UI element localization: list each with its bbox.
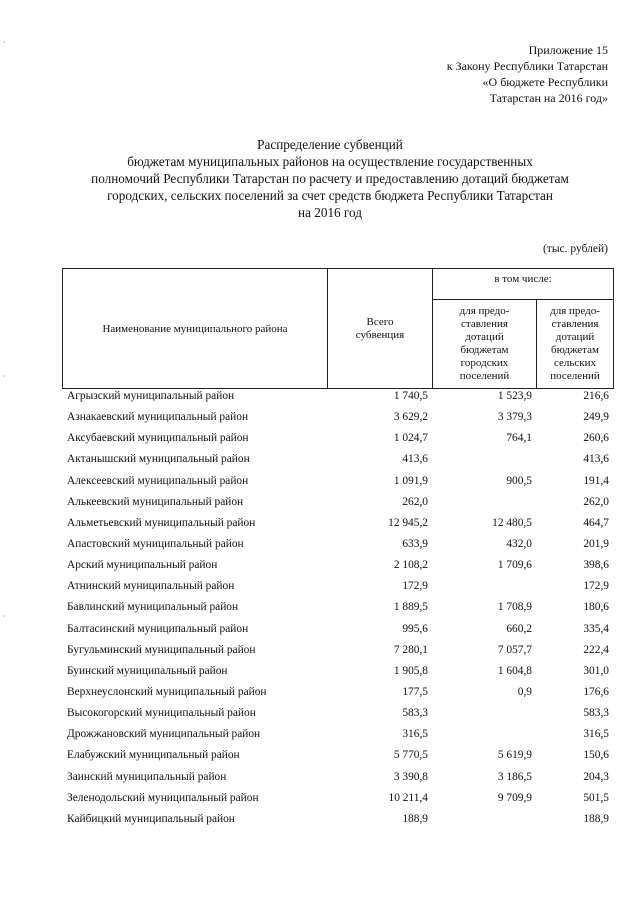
- rural-subsidy: 583,3: [583, 707, 609, 720]
- appendix-line-1: Приложение 15: [528, 43, 608, 57]
- rural-subsidy: 249,9: [583, 411, 609, 424]
- district-name: Актанышский муниципальный район: [67, 453, 250, 466]
- total-subvention: 413,6: [402, 453, 428, 466]
- district-name: Арский муниципальный район: [67, 559, 218, 572]
- table-row: [62, 661, 613, 682]
- table-row: [62, 745, 613, 766]
- urban-subsidy: 1 604,8: [497, 664, 532, 677]
- district-name: Алькеевский муниципальный район: [67, 495, 244, 508]
- table-row: [62, 407, 613, 428]
- header-including: в том числе:: [433, 269, 614, 300]
- table-row: [62, 767, 613, 788]
- total-subvention: 1 889,5: [393, 601, 428, 614]
- total-subvention: 1 740,5: [393, 390, 428, 402]
- rural-subsidy: 262,0: [583, 495, 609, 508]
- title-line-2: бюджетам муниципальных районов на осуществление государственных: [127, 154, 533, 169]
- district-name: Верхнеуслонский муниципальный район: [67, 685, 267, 698]
- district-name: Апастовский муниципальный район: [67, 537, 244, 550]
- district-name: Атнинский муниципальный район: [67, 580, 235, 593]
- header-total: [328, 269, 433, 389]
- rural-subsidy: 191,4: [583, 474, 609, 487]
- rural-subsidy: 216,6: [583, 390, 609, 402]
- district-name: Дрожжановский муниципальный район: [67, 728, 261, 741]
- table-row: [62, 788, 613, 809]
- urban-subsidy: 9 709,9: [497, 791, 532, 804]
- total-subvention: 7 280,1: [393, 643, 428, 656]
- district-name: Кайбицкий муниципальный район: [67, 812, 235, 825]
- district-name: Аксубаевский муниципальный район: [67, 432, 249, 445]
- total-subvention: 3 629,2: [393, 411, 428, 424]
- rural-subsidy: 501,5: [583, 791, 609, 804]
- table-row: [62, 809, 613, 830]
- district-name: Заинский муниципальный район: [67, 770, 227, 783]
- rural-subsidy: 335,4: [583, 622, 609, 635]
- table-row: [62, 471, 613, 492]
- table-row: [62, 682, 613, 703]
- rural-subsidy: 172,9: [583, 580, 609, 593]
- urban-subsidy: 3 379,3: [497, 411, 532, 424]
- urban-subsidy: 5 619,9: [497, 749, 532, 762]
- appendix-line-3: «О бюджете Республики: [482, 75, 608, 89]
- rural-subsidy: 176,6: [583, 685, 609, 698]
- district-name: Высокогорский муниципальный район: [67, 707, 256, 720]
- total-subvention: 3 390,8: [393, 770, 428, 783]
- urban-subsidy: 12 480,5: [492, 516, 532, 529]
- table-header: [62, 268, 614, 389]
- rural-subsidy: 204,3: [583, 770, 609, 783]
- district-name: Елабужский муниципальный район: [67, 749, 240, 762]
- units-label: (тыс. рублей): [542, 243, 608, 255]
- table-row: [62, 724, 613, 745]
- rural-subsidy: 150,6: [583, 749, 609, 762]
- table-row: [62, 703, 613, 724]
- total-subvention: 995,6: [402, 622, 428, 635]
- header-name: Наименование муниципального района: [63, 269, 328, 389]
- title-line-3: полномочий Республики Татарстан по расчету и предоставлению дотаций бюджетам: [91, 171, 569, 186]
- total-subvention: 316,5: [402, 728, 428, 741]
- table-row: [62, 534, 613, 555]
- district-name: Буинский муниципальный район: [67, 664, 228, 677]
- rural-subsidy: 222,4: [583, 643, 609, 656]
- district-name: Альметьевский муниципальный район: [67, 516, 256, 529]
- table-row: [62, 640, 613, 661]
- rural-subsidy: 188,9: [583, 812, 609, 825]
- district-name: Бавлинский муниципальный район: [67, 601, 239, 614]
- urban-subsidy: 1 523,9: [497, 390, 532, 402]
- urban-subsidy: 660,2: [506, 622, 532, 635]
- total-subvention: 10 211,4: [388, 791, 428, 804]
- table-body: [62, 386, 613, 830]
- total-subvention: 5 770,5: [393, 749, 428, 762]
- total-subvention: 188,9: [402, 812, 428, 825]
- urban-subsidy: 1 708,9: [497, 601, 532, 614]
- rural-subsidy: 316,5: [583, 728, 609, 741]
- table-row: [62, 619, 613, 640]
- header-urban-text: для предо-ставления дотаций бюджетам городских поселений: [459, 305, 510, 382]
- district-name: Алексеевский муниципальный район: [67, 474, 249, 487]
- header-total-text: Всего субвенция: [355, 315, 405, 341]
- binder-mark: ·: [3, 372, 6, 381]
- rural-subsidy: 180,6: [583, 601, 609, 614]
- total-subvention: 1 905,8: [393, 664, 428, 677]
- urban-subsidy: 764,1: [506, 432, 532, 445]
- rural-subsidy: 201,9: [583, 537, 609, 550]
- district-name: Зеленодольский муниципальный район: [67, 791, 259, 804]
- rural-subsidy: 413,6: [583, 453, 609, 466]
- urban-subsidy: 1 709,6: [497, 559, 532, 572]
- document-title: [40, 136, 620, 221]
- rural-subsidy: 398,6: [583, 559, 609, 572]
- district-name: Азнакаевский муниципальный район: [67, 411, 249, 424]
- appendix-line-4: Татарстан на 2016 год»: [489, 91, 608, 105]
- rural-subsidy: 260,6: [583, 432, 609, 445]
- title-line-5: на 2016 год: [298, 205, 362, 220]
- title-line-4: городских, сельских поселений за счет средств бюджета Республики Татарстан: [107, 188, 553, 203]
- rural-subsidy: 301,0: [583, 664, 609, 677]
- table-row: [62, 597, 613, 618]
- total-subvention: 172,9: [402, 580, 428, 593]
- header-urban: [433, 300, 537, 389]
- district-name: Балтасинский муниципальный район: [67, 622, 249, 635]
- table-row: [62, 576, 613, 597]
- binder-mark: ·: [3, 38, 6, 47]
- table-row: [62, 513, 613, 534]
- table-row: [62, 428, 613, 449]
- total-subvention: 12 945,2: [388, 516, 428, 529]
- table-row: [62, 492, 613, 513]
- header-rural: [537, 300, 614, 389]
- total-subvention: 583,3: [402, 707, 428, 720]
- table-row: [62, 449, 613, 470]
- urban-subsidy: 900,5: [506, 474, 532, 487]
- total-subvention: 1 091,9: [393, 474, 428, 487]
- total-subvention: 177,5: [402, 685, 428, 698]
- urban-subsidy: 432,0: [506, 537, 532, 550]
- rural-subsidy: 464,7: [583, 516, 609, 529]
- district-name: Агрызский муниципальный район: [67, 390, 235, 402]
- total-subvention: 2 108,2: [393, 559, 428, 572]
- urban-subsidy: 0,9: [517, 685, 532, 698]
- table-row: [62, 555, 613, 576]
- binder-mark: ·: [3, 612, 6, 621]
- table-row: [62, 386, 613, 407]
- urban-subsidy: 7 057,7: [497, 643, 532, 656]
- appendix-block: [378, 42, 608, 106]
- header-rural-text: для предо-ставления дотаций бюджетам сельских поселений: [550, 305, 600, 382]
- appendix-line-2: к Закону Республики Татарстан: [446, 59, 608, 73]
- urban-subsidy: 3 186,5: [497, 770, 532, 783]
- total-subvention: 633,9: [402, 537, 428, 550]
- district-name: Бугульминский муниципальный район: [67, 643, 256, 656]
- title-line-1: Распределение субвенций: [257, 137, 403, 152]
- total-subvention: 262,0: [402, 495, 428, 508]
- total-subvention: 1 024,7: [393, 432, 428, 445]
